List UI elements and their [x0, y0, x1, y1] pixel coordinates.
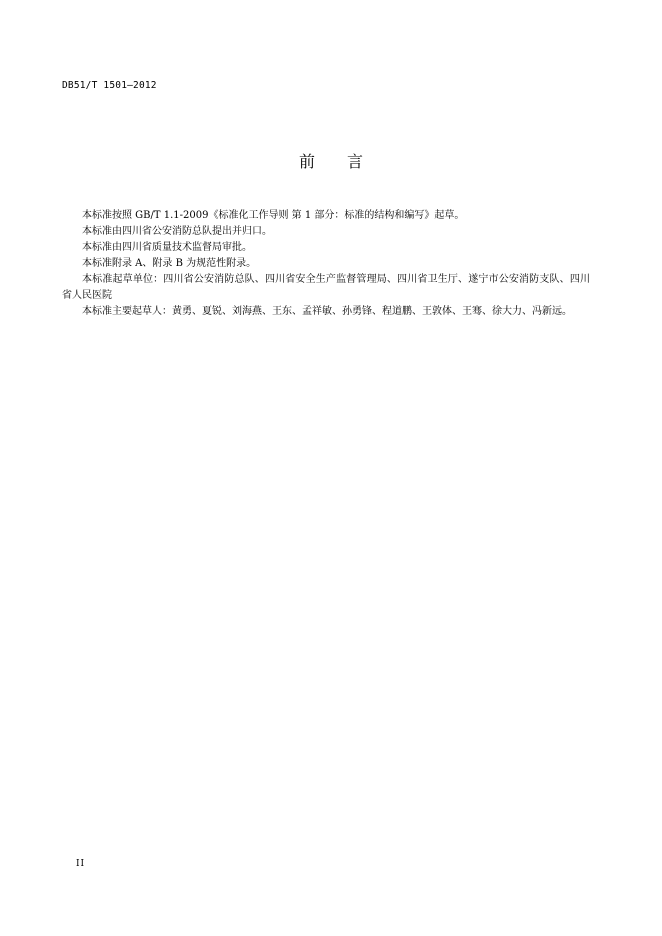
document-number: DB51/T 1501—2012: [62, 80, 157, 91]
foreword-body: [62, 208, 590, 320]
paragraph-annexes: 本标准附录 A、附录 B 为规范性附录。: [82, 258, 257, 269]
paragraph-drafters: 本标准主要起草人：黄勇、夏锐、刘海燕、王东、孟祥敏、孙勇锋、程道鹏、王敦体、王骞、徐大力、冯新远。: [82, 306, 572, 317]
title-char-2: 言: [347, 152, 364, 171]
paragraph-proposer: 本标准由四川省公安消防总队提出并归口。: [82, 226, 272, 237]
page-number: II: [76, 859, 86, 869]
paragraph-approver: 本标准由四川省质量技术监督局审批。: [82, 242, 252, 253]
title-char-1: 前: [298, 152, 315, 171]
paragraph-drafting-basis: 本标准按照 GB/T 1.1-2009《标准化工作导则 第 1 部分：标准的结构和编写》起草。: [82, 210, 465, 221]
paragraph-drafting-units: 本标准起草单位：四川省公安消防总队、四川省安全生产监督管理局、四川省卫生厅、遂宁市公安消防支队、四川省人民医院: [62, 274, 590, 301]
page-title: [0, 149, 662, 172]
